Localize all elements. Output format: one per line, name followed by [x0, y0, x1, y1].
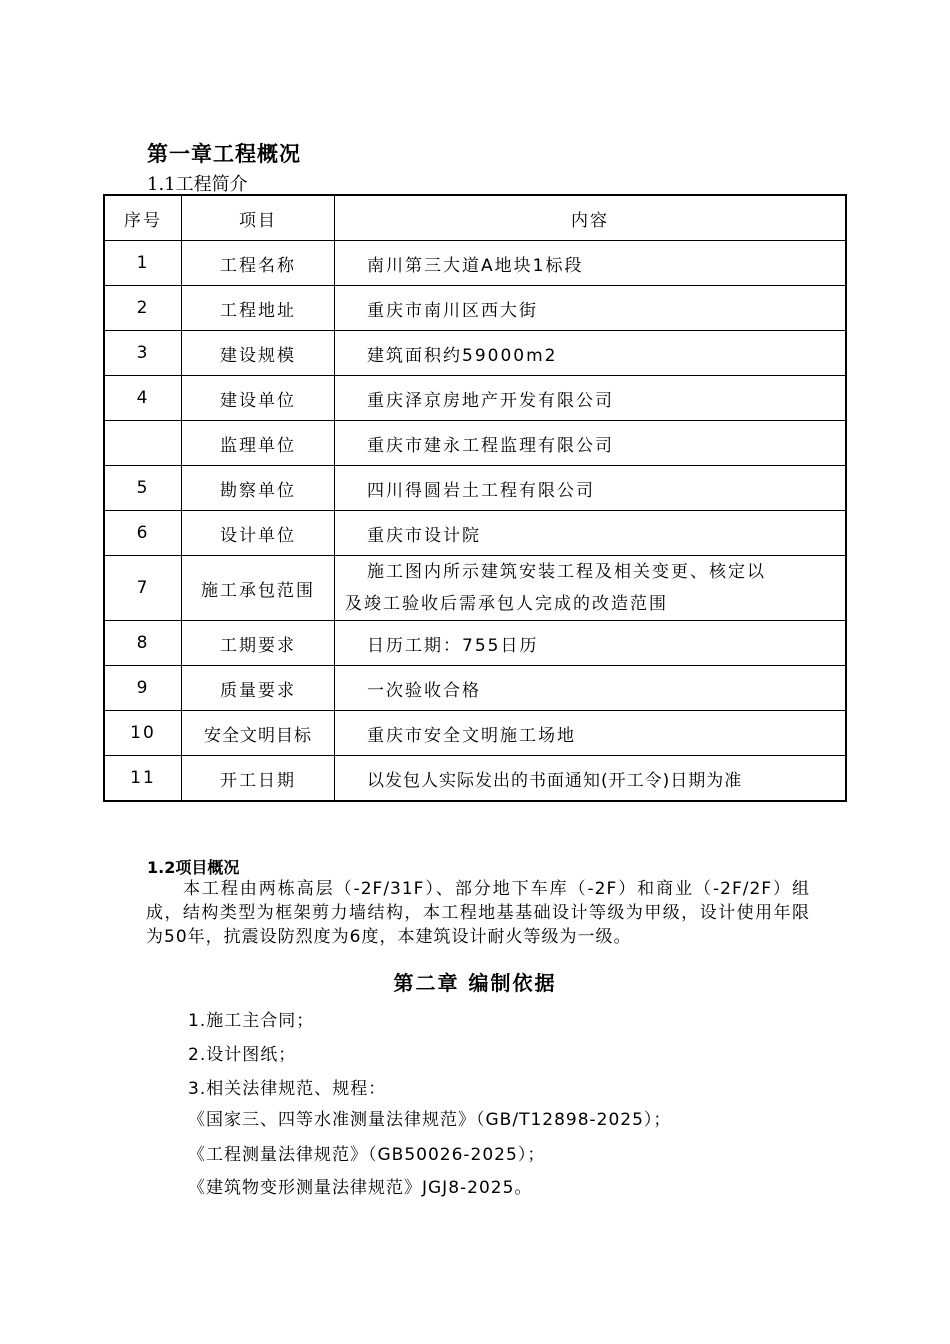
row-item: 工期要求 — [182, 621, 335, 666]
row-item: 设计单位 — [182, 511, 335, 556]
row-item: 工程地址 — [182, 286, 335, 331]
row-content: 重庆市设计院 — [335, 511, 847, 556]
row-item: 质量要求 — [182, 666, 335, 711]
section-1-2-title: 1.2项目概况 — [147, 858, 240, 877]
basis-item: 《工程测量法律规范》（GB50026-2025）； — [188, 1145, 546, 1165]
row-item: 安全文明目标 — [182, 711, 335, 756]
header-content: 内容 — [335, 195, 847, 241]
table-row — [104, 421, 846, 466]
basis-item: 《建筑物变形测量法律规范》JGJ8-2025。 — [188, 1178, 533, 1198]
section-1-2-body — [146, 877, 810, 949]
row-item: 开工日期 — [182, 756, 335, 802]
row-no: 5 — [104, 466, 182, 511]
row-no — [104, 421, 182, 466]
row-content: 重庆市南川区西大街 — [335, 286, 847, 331]
table-header-row — [104, 195, 846, 241]
row-no: 7 — [104, 556, 182, 621]
row-item: 工程名称 — [182, 241, 335, 286]
row-no: 4 — [104, 376, 182, 421]
row-content: 重庆泽京房地产开发有限公司 — [335, 376, 847, 421]
row-content — [335, 556, 847, 621]
row-content: 以发包人实际发出的书面通知(开工令)日期为准 — [335, 756, 847, 802]
table-row — [104, 711, 846, 756]
row-content: 四川得圆岩土工程有限公司 — [335, 466, 847, 511]
section-1-2-text: 本工程由两栋高层（-2F/31F）、部分地下车库（-2F）和商业（-2F/2F）组成，结构类型为框架剪力墙结构，本工程地基基础设计等级为甲级，设计使用年限为50年，抗震设防烈度为6度，本建筑设计耐火等级为一级。 — [146, 879, 810, 947]
table-row — [104, 511, 846, 556]
row-content-line2: 及竣工验收后需承包人完成的改造范围 — [345, 594, 668, 614]
row-item: 建设规模 — [182, 331, 335, 376]
table-row — [104, 376, 846, 421]
row-item: 勘察单位 — [182, 466, 335, 511]
table-row — [104, 331, 846, 376]
row-item: 施工承包范围 — [182, 556, 335, 621]
basis-item: 1.施工主合同； — [188, 1011, 315, 1031]
row-no: 1 — [104, 241, 182, 286]
table-row — [104, 466, 846, 511]
header-no: 序号 — [104, 195, 182, 241]
row-content: 南川第三大道A地块1标段 — [335, 241, 847, 286]
row-content: 重庆市安全文明施工场地 — [335, 711, 847, 756]
project-info-table — [103, 194, 847, 802]
row-no: 11 — [104, 756, 182, 802]
chapter1-title: 第一章工程概况 — [147, 141, 301, 166]
row-no: 10 — [104, 711, 182, 756]
row-no: 9 — [104, 666, 182, 711]
row-content: 建筑面积约59000m2 — [335, 331, 847, 376]
basis-item: 《国家三、四等水准测量法律规范》（GB/T12898-2025）； — [188, 1110, 672, 1130]
table-row — [104, 286, 846, 331]
row-content: 重庆市建永工程监理有限公司 — [335, 421, 847, 466]
section-1-1-title: 1.1工程简介 — [147, 174, 248, 195]
basis-item: 2.设计图纸； — [188, 1045, 297, 1065]
row-item: 建设单位 — [182, 376, 335, 421]
table-row — [104, 756, 846, 802]
chapter2-title: 第二章 编制依据 — [393, 971, 557, 995]
row-content-line1: 施工图内所示建筑安装工程及相关变更、核定以 — [367, 562, 766, 582]
row-no: 6 — [104, 511, 182, 556]
header-item: 项目 — [182, 195, 335, 241]
row-item: 监理单位 — [182, 421, 335, 466]
table-row — [104, 621, 846, 666]
table-row — [104, 556, 846, 621]
table-row — [104, 666, 846, 711]
basis-item: 3.相关法律规范、规程： — [188, 1079, 387, 1099]
table-row — [104, 241, 846, 286]
row-no: 2 — [104, 286, 182, 331]
row-content: 一次验收合格 — [335, 666, 847, 711]
row-content: 日历工期：755日历 — [335, 621, 847, 666]
row-no: 3 — [104, 331, 182, 376]
row-no: 8 — [104, 621, 182, 666]
